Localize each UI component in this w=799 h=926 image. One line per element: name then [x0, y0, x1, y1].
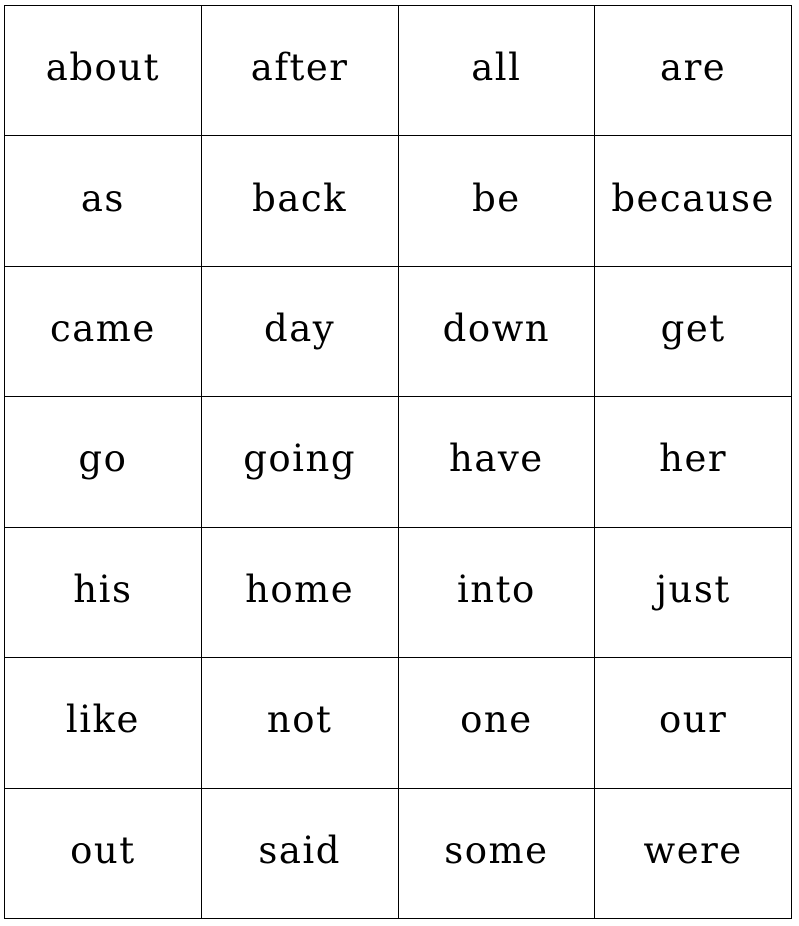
- word-cell: [5, 527, 202, 657]
- word-cell: [398, 658, 595, 788]
- word-label: out: [70, 828, 136, 872]
- word-label: home: [245, 567, 355, 611]
- word-label: our: [658, 698, 728, 742]
- word-cell: [595, 397, 792, 527]
- word-row: [5, 6, 792, 136]
- word-label: be: [472, 176, 521, 220]
- word-cell: [398, 397, 595, 527]
- word-label: her: [659, 437, 728, 481]
- word-row: [5, 658, 792, 788]
- word-label: some: [444, 828, 549, 872]
- word-label: are: [660, 46, 727, 90]
- word-cell: [201, 788, 398, 918]
- word-cell: [398, 788, 595, 918]
- word-label: down: [442, 307, 551, 351]
- word-cell: [5, 658, 202, 788]
- word-label: one: [460, 698, 533, 742]
- word-label: go: [78, 437, 128, 481]
- word-label: were: [643, 828, 743, 872]
- word-cell: [201, 658, 398, 788]
- word-cell: [595, 136, 792, 266]
- word-cell: [201, 6, 398, 136]
- word-label: day: [264, 307, 336, 351]
- word-label: because: [611, 176, 775, 220]
- word-label: as: [80, 176, 125, 220]
- word-label: just: [655, 567, 731, 611]
- word-label: going: [243, 437, 357, 481]
- word-label: have: [449, 437, 544, 481]
- word-cell: [595, 527, 792, 657]
- word-cell: [398, 6, 595, 136]
- word-cell: [201, 527, 398, 657]
- sight-word-grid: [4, 5, 792, 919]
- word-cell: [201, 136, 398, 266]
- word-label: all: [471, 46, 522, 90]
- word-row: [5, 788, 792, 918]
- word-row: [5, 527, 792, 657]
- word-row: [5, 397, 792, 527]
- word-label: not: [266, 698, 333, 742]
- word-cell: [5, 266, 202, 396]
- word-cell: [201, 397, 398, 527]
- word-label: get: [660, 307, 726, 351]
- word-cell: [398, 136, 595, 266]
- word-cell: [5, 788, 202, 918]
- word-cell: [5, 6, 202, 136]
- word-cell: [595, 788, 792, 918]
- word-cell: [398, 266, 595, 396]
- word-label: after: [250, 46, 349, 90]
- word-cell: [201, 266, 398, 396]
- word-cell: [595, 6, 792, 136]
- word-cell: [5, 397, 202, 527]
- word-row: [5, 136, 792, 266]
- word-card-sheet: [4, 5, 792, 919]
- word-label: came: [49, 307, 156, 351]
- word-cell: [398, 527, 595, 657]
- word-label: his: [73, 567, 133, 611]
- word-cell: [595, 266, 792, 396]
- word-label: said: [258, 828, 341, 872]
- word-label: about: [45, 46, 160, 90]
- word-label: into: [456, 567, 536, 611]
- word-label: back: [252, 176, 348, 220]
- word-row: [5, 266, 792, 396]
- word-cell: [5, 136, 202, 266]
- word-label: like: [65, 698, 140, 742]
- word-cell: [595, 658, 792, 788]
